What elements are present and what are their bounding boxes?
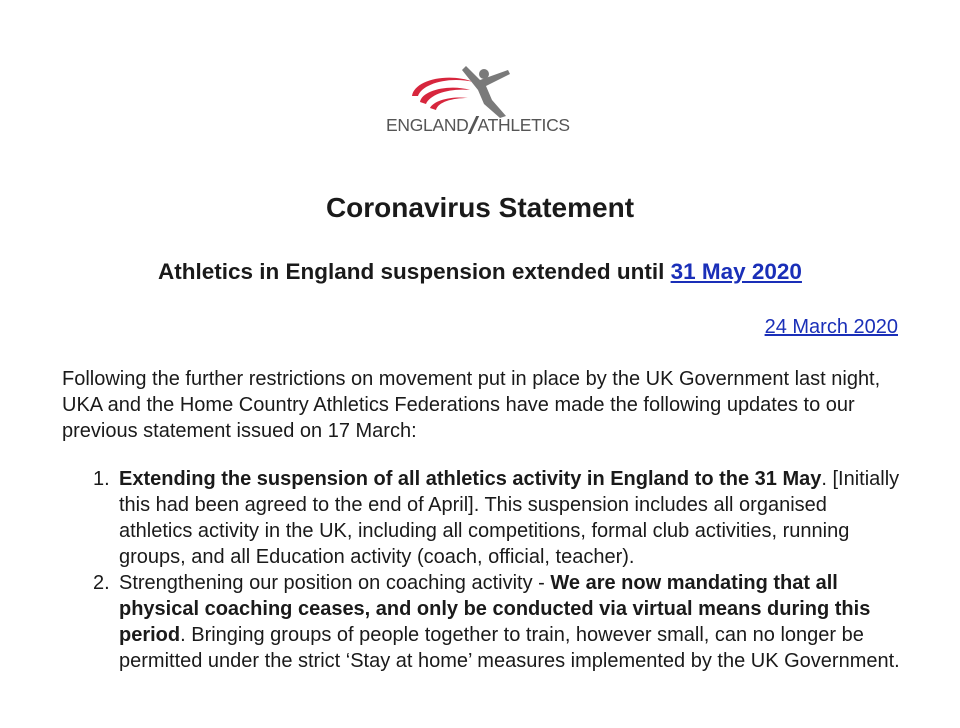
page-title: Coronavirus Statement xyxy=(325,192,635,223)
subtitle-date-link[interactable]: 31 May 2020 xyxy=(670,259,802,284)
athlete-swoosh-icon xyxy=(408,60,538,118)
list-item-text: Strengthening our position on coaching activity - xyxy=(119,572,551,594)
page-subtitle xyxy=(0,259,960,285)
updates-list xyxy=(0,466,904,674)
england-athletics-logo xyxy=(380,60,590,140)
list-item-bold-text: We are now mandating that all physical coaching ceases, and only be conducted via virtual means during this period xyxy=(119,572,871,646)
intro-paragraph: Following the further restrictions on movement put in place by the UK Government last night, UKA and the Home Country Athletics Federations have made the following updates to our previous statement issued on 17 March: xyxy=(62,368,881,442)
statement-date-link[interactable]: 24 March 2020 xyxy=(764,316,898,338)
list-item-text-after: . Bringing groups of people together to train, however small, can no longer be permitted under the strict ‘Stay at home’ measures implemented by the UK Government. xyxy=(119,624,900,672)
logo-wordmark xyxy=(386,115,570,136)
list-item-bold-text: Extending the suspension of all athletics activity in England to the 31 May xyxy=(119,468,822,490)
list-item-number: 1. xyxy=(93,468,110,490)
list-item xyxy=(0,466,904,570)
list-item xyxy=(0,570,904,674)
list-item-number: 2. xyxy=(93,572,110,594)
subtitle-text: Athletics in England suspension extended until xyxy=(158,259,671,284)
logo-text-england: ENGLAND xyxy=(386,115,469,135)
logo-text-athletics: ATHLETICS xyxy=(477,115,570,135)
list-item-text: . [Initially this had been agreed to the end of April]. This suspension includes all organised athletics activity in the UK, including all competitions, formal club activities, running groups, and all Education activity (coach, official, teacher). xyxy=(119,468,900,568)
